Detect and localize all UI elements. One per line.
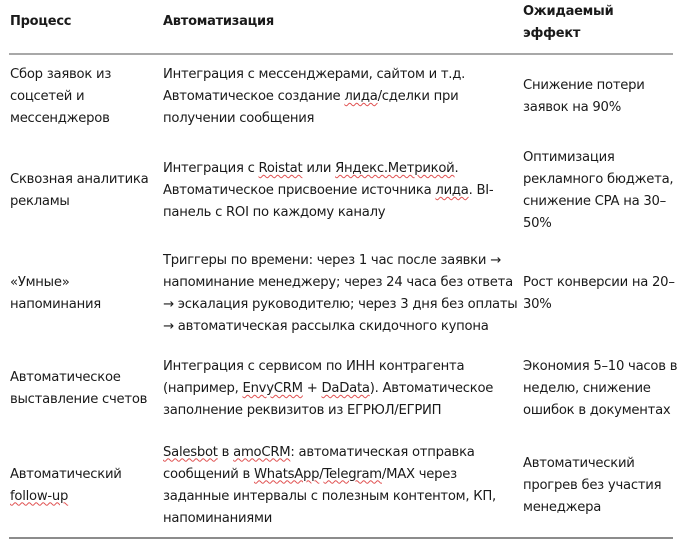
table-row xyxy=(9,344,678,434)
cell-text-line xyxy=(10,367,163,389)
cell-text-line xyxy=(10,169,163,191)
text-segment: заданные интервалы с полезным контентом, КП, xyxy=(163,488,496,504)
cell-text-line xyxy=(10,464,163,486)
text-segment: выставление счетов xyxy=(10,392,148,407)
cell-text-line xyxy=(163,180,523,202)
effect-cell xyxy=(523,147,673,235)
cell-text-line xyxy=(523,497,673,519)
effect-cell xyxy=(523,453,673,519)
text-segment: или xyxy=(302,161,336,176)
cell-text-line xyxy=(163,316,523,338)
spellcheck-flagged-word: WhatsApp xyxy=(253,466,320,482)
table-row xyxy=(9,55,673,139)
spellcheck-flagged-word: лида xyxy=(435,183,469,198)
text-segment: мессенджеров xyxy=(10,111,110,126)
text-segment: /MAX через xyxy=(381,466,457,482)
cell-text-line xyxy=(163,378,523,400)
text-segment: 30% xyxy=(523,296,552,312)
text-segment: Автоматическое xyxy=(10,370,121,385)
cell-text-line xyxy=(10,272,163,294)
cell-text-line xyxy=(163,486,523,508)
spellcheck-flagged-word: Salesbot xyxy=(163,444,218,460)
cell-text-line xyxy=(163,508,523,530)
spellcheck-flagged-word: EnvyCRM xyxy=(242,381,303,396)
text-segment: ). Автоматическое xyxy=(369,381,494,396)
cell-text-line xyxy=(523,356,678,378)
cell-text-line xyxy=(163,108,523,130)
cell-text-line xyxy=(10,64,163,86)
automation-cell xyxy=(163,250,523,338)
cell-text-line xyxy=(163,464,523,486)
text-segment: снижение CPA на 30– xyxy=(523,194,666,209)
cell-text-line xyxy=(163,272,523,294)
spellcheck-flagged-word: Яндекс.Метрикой xyxy=(335,161,455,176)
text-segment: Интеграция с мессенджерами, сайтом и т.д. xyxy=(163,67,466,82)
cell-text-line xyxy=(523,378,673,400)
text-segment: напоминание менеджеру; через 24 часа без ответа xyxy=(163,274,513,290)
table-row xyxy=(9,139,673,243)
header-process: Процесс xyxy=(10,14,72,29)
text-segment: напоминаниями xyxy=(163,510,273,526)
cell-text-line xyxy=(523,169,673,191)
text-segment: → автоматическая рассылка скидочного купона xyxy=(163,318,489,334)
text-segment: Интеграция с сервисом по ИНН контрагента xyxy=(163,359,465,374)
cell-text-line xyxy=(163,250,523,272)
text-segment: соцсетей и xyxy=(10,89,85,104)
cell-text-line xyxy=(163,356,523,378)
text-segment: рекламы xyxy=(10,194,70,209)
spellcheck-flagged-word: Roistat xyxy=(258,161,303,176)
effect-cell xyxy=(523,272,673,316)
cell-text-line xyxy=(523,400,673,422)
text-segment: заявок на 90% xyxy=(523,100,621,115)
table-row xyxy=(9,434,673,539)
cell-text-line xyxy=(10,486,163,508)
header-expected-effect xyxy=(523,0,673,53)
process-cell xyxy=(9,169,163,213)
text-segment: → эскалация руководителю; через 3 дня без оплаты xyxy=(163,296,518,312)
cell-text-line xyxy=(163,400,523,422)
effect-cell xyxy=(523,75,673,119)
process-cell xyxy=(9,367,163,411)
text-segment: Автоматический xyxy=(523,455,635,471)
header-effect-line: эффект xyxy=(523,26,581,41)
cell-text-line xyxy=(523,147,673,169)
automation-cell xyxy=(163,158,523,224)
text-segment: «Умные» xyxy=(10,274,70,290)
spellcheck-flagged-word: amoCRM xyxy=(233,444,291,460)
text-segment: прогрев без участия xyxy=(523,477,662,493)
cell-text-line xyxy=(523,97,673,119)
cell-text-line xyxy=(10,86,163,108)
automation-cell xyxy=(163,64,523,130)
text-segment: : автоматическая отправка xyxy=(290,444,475,460)
text-segment: заполнение реквизитов из ЕГРЮЛ/ЕГРИП xyxy=(163,403,442,418)
text-segment: получении сообщения xyxy=(163,111,315,126)
cell-text-line xyxy=(163,442,523,464)
spellcheck-flagged-word: DaData xyxy=(321,381,370,396)
automation-cell xyxy=(163,356,523,422)
header-automation: Автоматизация xyxy=(163,14,274,29)
spellcheck-flagged-word: Telegram xyxy=(323,466,382,482)
cell-text-line xyxy=(523,213,673,235)
text-segment: Автоматическое создание xyxy=(163,89,345,104)
cell-text-line xyxy=(523,453,673,475)
process-cell xyxy=(9,272,163,316)
text-segment: Автоматический xyxy=(10,466,122,482)
effect-cell xyxy=(523,356,678,422)
cell-text-line xyxy=(523,191,673,213)
cell-text-line xyxy=(163,294,523,316)
text-segment: Сбор заявок из xyxy=(10,67,112,82)
text-segment: Оптимизация xyxy=(523,150,615,165)
cell-text-line xyxy=(163,158,523,180)
process-cell xyxy=(9,64,163,130)
text-segment: панель с ROI по каждому каналу xyxy=(163,205,386,220)
text-segment: /сделки при xyxy=(377,89,459,104)
text-segment: (например, xyxy=(163,381,243,396)
spellcheck-flagged-word: follow-up xyxy=(10,488,69,504)
text-segment: ошибок в документах xyxy=(523,403,671,418)
header-effect-line: Ожидаемый xyxy=(523,4,614,19)
cell-text-line xyxy=(523,75,673,97)
text-segment: Рост конверсии на 20– xyxy=(523,274,675,290)
process-cell xyxy=(9,464,163,508)
cell-text-line xyxy=(10,389,163,411)
cell-text-line xyxy=(163,64,523,86)
cell-text-line xyxy=(10,108,163,130)
table-row xyxy=(9,243,673,344)
text-segment: Триггеры по времени: через 1 час после заявки → xyxy=(163,252,501,268)
automation-cell xyxy=(163,442,523,530)
automation-table xyxy=(9,0,678,539)
text-segment: Сквозная аналитика xyxy=(10,172,149,187)
text-segment: в xyxy=(217,444,234,460)
text-segment: неделю, снижение xyxy=(523,381,651,396)
text-segment: Экономия 5–10 часов в xyxy=(523,359,678,374)
text-segment: напоминания xyxy=(10,296,101,312)
table-header-row xyxy=(9,0,673,55)
text-segment: + xyxy=(302,381,322,396)
cell-text-line xyxy=(163,86,523,108)
text-segment: рекламного бюджета, xyxy=(523,172,674,187)
spellcheck-flagged-word: лида xyxy=(344,89,378,104)
text-segment: Автоматическое присвоение источника xyxy=(163,183,436,198)
text-segment: . xyxy=(454,161,459,176)
text-segment: 50% xyxy=(523,216,552,231)
text-segment: Снижение потери xyxy=(523,78,645,93)
cell-text-line xyxy=(10,191,163,213)
cell-text-line xyxy=(10,294,163,316)
cell-text-line xyxy=(523,272,673,294)
cell-text-line xyxy=(163,202,523,224)
cell-text-line xyxy=(523,294,673,316)
text-segment: Интеграция с xyxy=(163,161,259,176)
text-segment: / xyxy=(319,466,324,482)
text-segment: сообщений в xyxy=(163,466,254,482)
text-segment: менеджера xyxy=(523,499,602,515)
text-segment: . BI- xyxy=(468,183,494,198)
cell-text-line xyxy=(523,475,673,497)
